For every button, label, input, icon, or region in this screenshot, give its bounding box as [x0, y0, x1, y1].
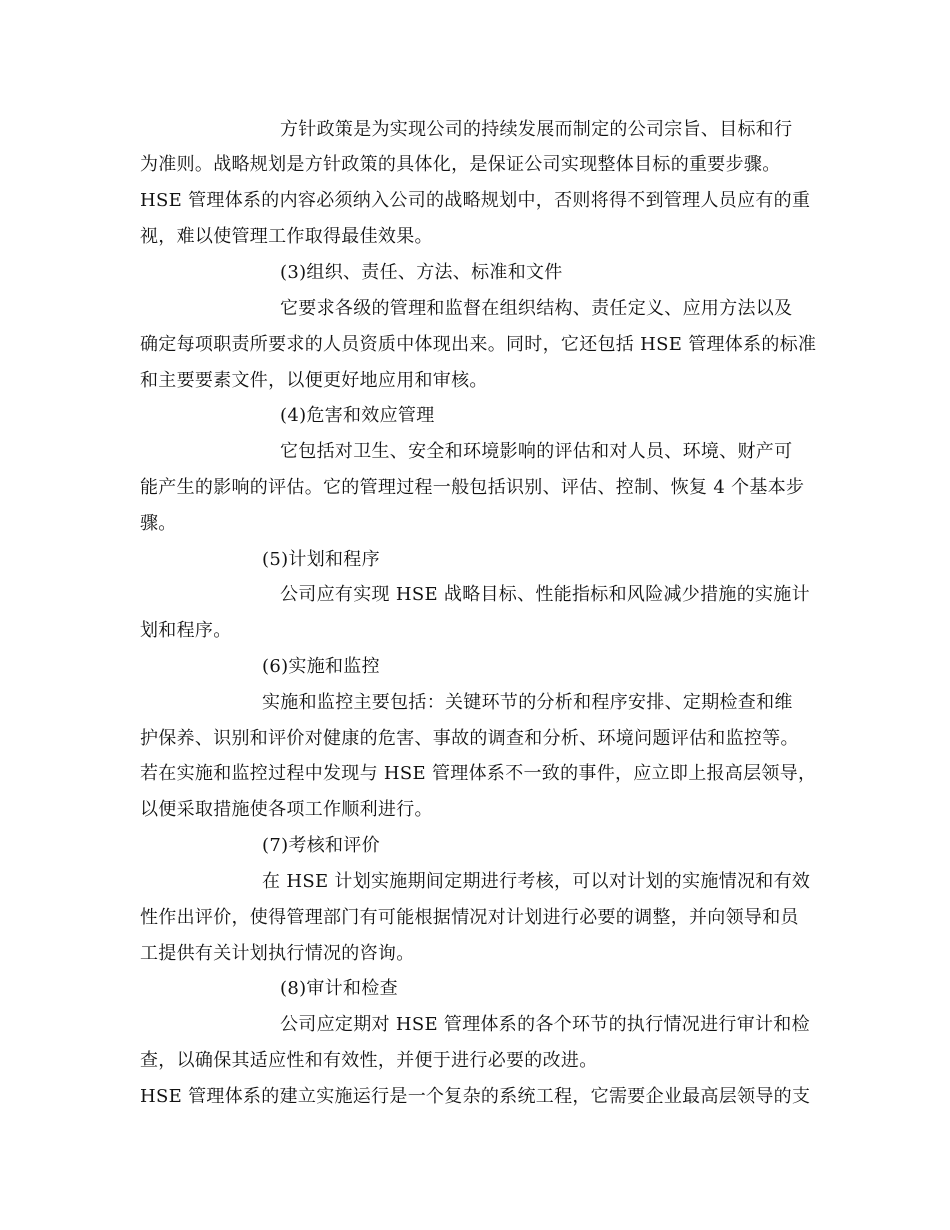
paragraph-line: 划和程序。: [140, 620, 232, 641]
paragraph-line: 公司应有实现 HSE 战略目标、性能指标和风险减少措施的实施计: [280, 584, 810, 605]
paragraph-line: 它要求各级的管理和监督在组织结构、责任定义、应用方法以及: [280, 298, 793, 319]
paragraph-line: 它包括对卫生、安全和环境影响的评估和对人员、环境、财产可: [280, 441, 793, 462]
paragraph-line: 以便采取措施使各项工作顺利进行。: [140, 799, 433, 820]
paragraph-line: 确定每项职责所要求的人员资质中体现出来。同时，它还包括 HSE 管理体系的标准: [140, 334, 817, 355]
section-heading: (7)考核和评价: [262, 835, 380, 856]
paragraph-line: 工提供有关计划执行情况的咨询。: [140, 943, 415, 964]
paragraph-line: 查，以确保其适应性和有效性，并便于进行必要的改进。: [140, 1050, 598, 1071]
section-heading: (8)审计和检查: [280, 978, 398, 999]
section-heading: (3)组织、责任、方法、标准和文件: [280, 262, 563, 283]
paragraph-line: HSE 管理体系的内容必须纳入公司的战略规划中，否则将得不到管理人员应有的重: [140, 190, 811, 211]
section-heading: (6)实施和监控: [262, 656, 380, 677]
paragraph-line: 能产生的影响的评估。它的管理过程一般包括识别、评估、控制、恢复 4 个基本步: [140, 477, 805, 498]
paragraph-line: 若在实施和监控过程中发现与 HSE 管理体系不一致的事件，应立即上报高层领导，: [140, 763, 817, 784]
paragraph-line: 实施和监控主要包括：关键环节的分析和程序安排、定期检查和维: [262, 692, 793, 713]
paragraph-line: 和主要要素文件，以便更好地应用和审核。: [140, 370, 488, 391]
paragraph-line: 视，难以使管理工作取得最佳效果。: [140, 226, 433, 247]
section-heading: (4)危害和效应管理: [280, 405, 435, 426]
paragraph-line: 方针政策是为实现公司的持续发展而制定的公司宗旨、目标和行: [280, 119, 793, 140]
paragraph-line: 在 HSE 计划实施期间定期进行考核，可以对计划的实施情况和有效: [262, 871, 811, 892]
section-heading: (5)计划和程序: [262, 549, 380, 570]
paragraph-line: 骤。: [140, 513, 177, 534]
paragraph-line: 为准则。战略规划是方针政策的具体化，是保证公司实现整体目标的重要步骤。: [140, 154, 781, 175]
paragraph-line: 护保养、识别和评价对健康的危害、事故的调查和分析、环境问题评估和监控等。: [140, 728, 799, 749]
paragraph-line: 公司应定期对 HSE 管理体系的各个环节的执行情况进行审计和检: [280, 1014, 810, 1035]
paragraph-line: HSE 管理体系的建立实施运行是一个复杂的系统工程，它需要企业最高层领导的支: [140, 1086, 811, 1107]
paragraph-line: 性作出评价，使得管理部门有可能根据情况对计划进行必要的调整，并向领导和员: [140, 907, 799, 928]
